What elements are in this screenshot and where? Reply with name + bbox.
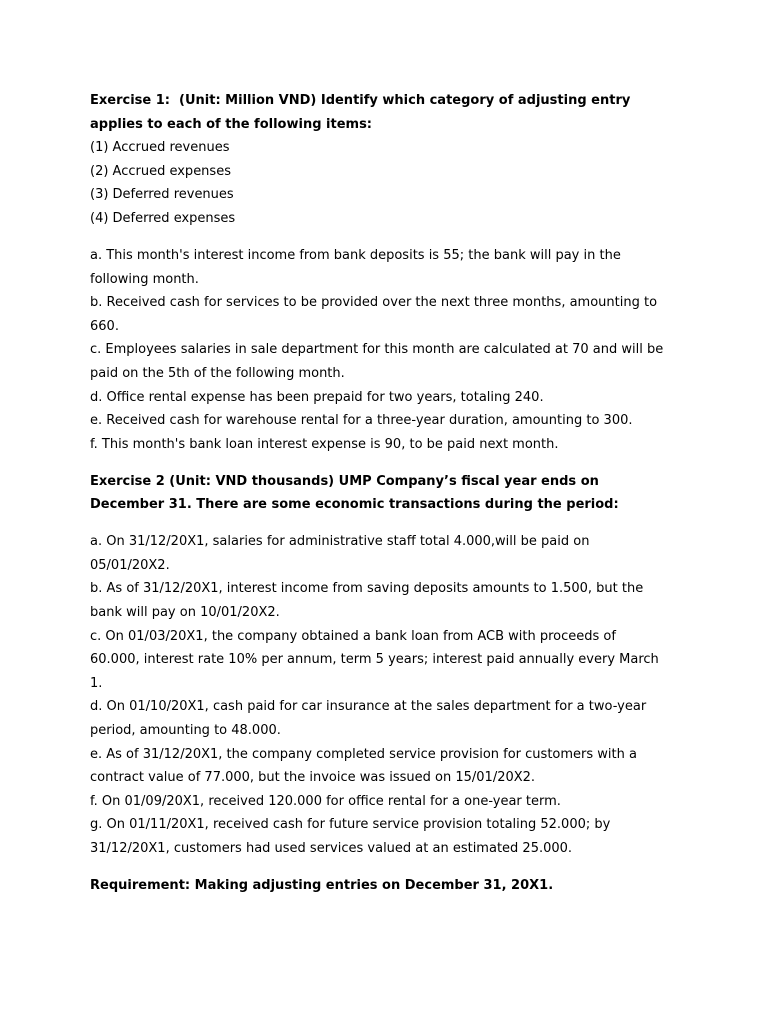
item-line: 60.000, interest rate 10% per annum, term 5 years; interest paid annually every March [90, 652, 659, 668]
heading-line: December 31. There are some economic transactions during the period: [90, 497, 619, 513]
item-line: 05/01/20X2. [90, 557, 170, 573]
item-line: b. Received cash for services to be provided over the next three months, amounting to [90, 295, 658, 311]
item-line: 1. [90, 675, 103, 691]
exercise-2-items [90, 530, 680, 860]
exercise-1-item-b [90, 291, 680, 338]
spacer [90, 231, 680, 244]
item-line: paid on the 5th of the following month. [90, 365, 345, 381]
item-line: a. On 31/12/20X1, salaries for administrative staff total 4.000,will be paid on [90, 534, 590, 550]
item-line: g. On 01/11/20X1, received cash for future service provision totaling 52.000; by [90, 817, 611, 833]
item-line: a. This month's interest income from bank deposits is 55; the bank will pay in the [90, 247, 621, 263]
exercise-1-items [90, 244, 680, 456]
exercise-1-item-f [90, 433, 680, 457]
category-item: (2) Accrued expenses [90, 163, 231, 179]
item-line: bank will pay on 10/01/20X2. [90, 605, 280, 621]
exercise-2-item-e [90, 743, 680, 790]
exercise-2-heading [90, 470, 680, 517]
category-item: (1) Accrued revenues [90, 140, 230, 156]
exercise-1-categories [90, 136, 680, 230]
heading-line: Exercise 1: (Unit: Million VND) Identify which category of adjusting entry [90, 93, 631, 108]
exercise-2-item-c [90, 625, 680, 696]
category-item: (4) Deferred expenses [90, 210, 236, 226]
item-line: c. Employees salaries in sale department for this month are calculated at 70 and will be [90, 342, 664, 358]
item-line: d. On 01/10/20X1, cash paid for car insurance at the sales department for a two-year [90, 699, 647, 715]
exercise-2-item-f [90, 790, 680, 814]
item-line: f. On 01/09/20X1, received 120.000 for office rental for a one-year term. [90, 793, 561, 809]
item-line: following month. [90, 271, 199, 287]
item-line: f. This month's bank loan interest expense is 90, to be paid next month. [90, 436, 559, 452]
exercise-2-item-d [90, 695, 680, 742]
requirement-text: Requirement: Making adjusting entries on December 31, 20X1. [90, 877, 554, 893]
spacer [90, 456, 680, 469]
item-line: e. As of 31/12/20X1, the company completed service provision for customers with a [90, 746, 637, 762]
exercise-1-heading [90, 89, 680, 136]
item-line: d. Office rental expense has been prepaid for two years, totaling 240. [90, 389, 544, 405]
exercise-1-item-e [90, 409, 680, 433]
exercise-1-item-d [90, 386, 680, 410]
spacer [90, 861, 680, 874]
exercise-1-item-c [90, 338, 680, 385]
item-line: contract value of 77.000, but the invoice was issued on 15/01/20X2. [90, 770, 536, 786]
item-line: e. Received cash for warehouse rental for a three-year duration, amounting to 300. [90, 413, 633, 429]
heading-line: applies to each of the following items: [90, 116, 373, 132]
document-page [90, 89, 680, 898]
item-line: 31/12/20X1, customers had used services valued at an estimated 25.000. [90, 840, 573, 856]
spacer [90, 517, 680, 530]
exercise-1-item-a [90, 244, 680, 291]
item-line: b. As of 31/12/20X1, interest income from saving deposits amounts to 1.500, but the [90, 581, 644, 597]
exercise-2-item-b [90, 577, 680, 624]
category-item: (3) Deferred revenues [90, 187, 234, 203]
exercise-2-item-g [90, 813, 680, 860]
item-line: 660. [90, 318, 119, 334]
heading-line: Exercise 2 (Unit: VND thousands) UMP Company’s fiscal year ends on [90, 473, 599, 489]
exercise-2-item-a [90, 530, 680, 577]
item-line: c. On 01/03/20X1, the company obtained a bank loan from ACB with proceeds of [90, 628, 616, 644]
item-line: period, amounting to 48.000. [90, 723, 281, 739]
